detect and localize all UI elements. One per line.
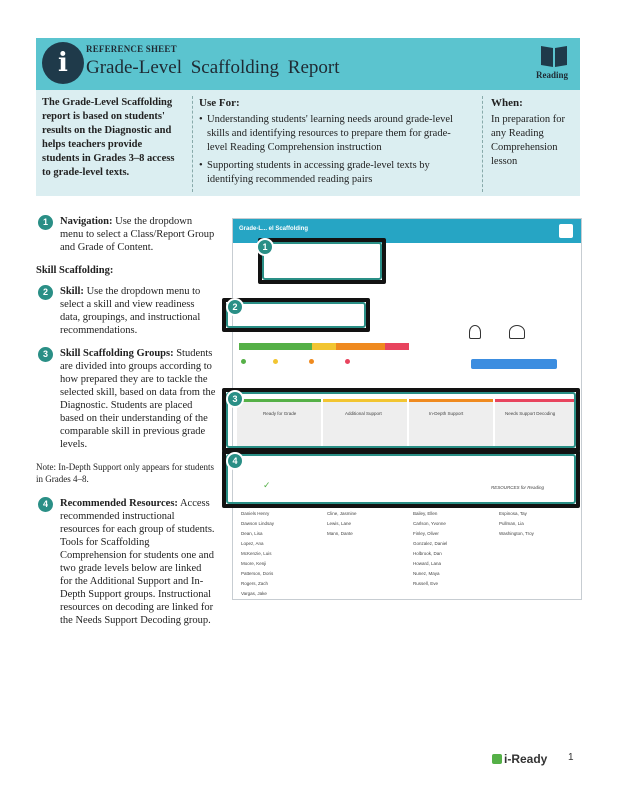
page-number: 1 <box>568 752 574 763</box>
step-resources <box>36 497 216 627</box>
page-title: Grade-Level Scaffolding Report <box>86 57 340 78</box>
step-number: 2 <box>38 285 53 300</box>
use-for-item: • Supporting students in accessing grade-level texts by identifying recommended reading pairs <box>199 159 468 187</box>
when-section <box>482 96 578 192</box>
step-number: 3 <box>38 347 53 362</box>
callout-navigation <box>258 238 386 284</box>
step-text: Students are divided into groups according to how prepared they are to tackle the selected skill, based on data from the Diagnostic. Students are placed based on their understanding of the comparable skill in previous grade levels. <box>60 348 216 450</box>
student-row: Dean, Lisa <box>241 531 263 536</box>
view-resources-button[interactable] <box>471 359 557 369</box>
when-heading: When: <box>491 97 523 109</box>
student-row: Bailey, Ellen <box>413 511 438 516</box>
student-row: Lewis, Lane <box>327 521 352 526</box>
step-text: Access recommended instructional resources for each group of students. Tools for Scaffolding Comprehension for students one and two grade levels below are linked for the Additional Support and In-Depth Support groups. Instructional resources on decoding are linked for the Needs Support Decoding group. <box>60 498 215 626</box>
student-row: Cline, Jasmine <box>327 511 357 516</box>
subject-label: Reading <box>535 70 568 80</box>
student-row: Nunez, Maya <box>413 571 440 576</box>
student-row: Holbrook, Dan <box>413 551 442 556</box>
group-label: Ready for Grade <box>263 411 297 416</box>
step-skill <box>36 285 216 337</box>
step-groups <box>36 347 216 451</box>
callout-number: 4 <box>226 452 244 470</box>
student-row: Daniels Henry <box>241 511 270 516</box>
student-row: Pullman, Lia <box>499 521 524 526</box>
group-label: Needs Support Decoding <box>505 411 556 416</box>
group-label: Additional Support <box>345 411 382 416</box>
brand-icon <box>492 754 502 764</box>
use-for-item: • Understanding students' learning needs around grade-level skills and identifying resources to prepare them for grade-level Reading Comprehension instruction <box>199 113 468 155</box>
header-kicker: REFERENCE SHEET <box>86 44 177 54</box>
student-row: Vargas, Jake <box>241 591 267 596</box>
student-list-a <box>241 511 321 600</box>
student-row: Rogers, Zach <box>241 581 269 586</box>
reference-header <box>36 38 580 90</box>
student-list-d <box>499 511 579 541</box>
readiness-bar <box>239 343 409 350</box>
callout-number: 3 <box>226 390 244 408</box>
student-row: Russell, Eve <box>413 581 439 586</box>
legend-dot <box>273 359 278 364</box>
student-row: McKenzie, Luis <box>241 551 272 556</box>
step-navigation <box>36 215 216 254</box>
student-row: Howard, Lana <box>413 561 442 566</box>
student-list-c <box>413 511 493 591</box>
download-pdf-icon[interactable] <box>559 224 573 238</box>
use-for-section <box>192 96 468 192</box>
student-row: Espinosa, Tay <box>499 511 527 516</box>
callout-skill <box>222 298 370 332</box>
grade-note: Note: In-Depth Support only appears for students in Grades 4–8. <box>36 462 214 484</box>
info-icon: i <box>42 42 84 84</box>
step-label: Skill Scaffolding Groups: <box>60 348 174 359</box>
step-label: Skill: <box>60 286 84 297</box>
when-text: In preparation for any Reading Comprehension lesson <box>491 114 566 167</box>
legend-dot <box>309 359 314 364</box>
callout-number: 2 <box>226 298 244 316</box>
student-row: Lopez, Ana <box>241 541 264 546</box>
callout-groups <box>222 388 580 452</box>
step-text: Use the dropdown menu to select a Class/Report Group and Grade of Content. <box>60 216 215 253</box>
legend-dot <box>345 359 350 364</box>
student-row: Gonzalez, Daniel <box>413 541 448 546</box>
student-row: Patterson, Doris <box>241 571 274 576</box>
step-number: 4 <box>38 497 53 512</box>
student-row: Mann, Dante <box>327 531 353 536</box>
step-label: Recommended Resources: <box>60 498 178 509</box>
student-row: Dawson Lindsay <box>241 521 275 526</box>
group-label: In-Depth Support <box>429 411 464 416</box>
skill-scaffolding-heading: Skill Scaffolding: <box>36 265 114 276</box>
steps-column <box>36 215 216 637</box>
student-row: Moore, Kenji <box>241 561 267 566</box>
app-title: Grade-L... el Scaffolding <box>239 226 309 232</box>
student-row: Finley, Oliver <box>413 531 439 536</box>
reading-pairs-icon <box>469 325 481 339</box>
student-row: Washington, Troy <box>499 531 534 536</box>
use-for-heading: Use For: <box>199 97 240 109</box>
callout-resources <box>222 450 580 508</box>
resource-link[interactable]: RESOURCES for Reading <box>491 485 545 490</box>
student-row: Carlson, Yvonne <box>413 521 446 526</box>
callout-number: 1 <box>256 238 274 256</box>
step-number: 1 <box>38 215 53 230</box>
step-text: Use the dropdown menu to select a skill and view readiness data, groupings, and instructional recommendations. <box>60 286 201 336</box>
info-band <box>36 90 580 196</box>
step-label: Navigation: <box>60 216 113 227</box>
teacher-support-icon <box>509 325 525 339</box>
legend-dot <box>241 359 246 364</box>
student-list-b <box>327 511 407 541</box>
brand-name: i-Ready <box>504 752 548 766</box>
report-intro: The Grade-Level Scaffolding report is based on students' results on the Diagnostic and helps teachers provide students in Grades 3–8 access to grade-level texts. <box>42 97 175 178</box>
book-icon <box>540 44 568 68</box>
check-icon: ✓ <box>263 481 271 491</box>
brand-logo <box>492 752 547 766</box>
